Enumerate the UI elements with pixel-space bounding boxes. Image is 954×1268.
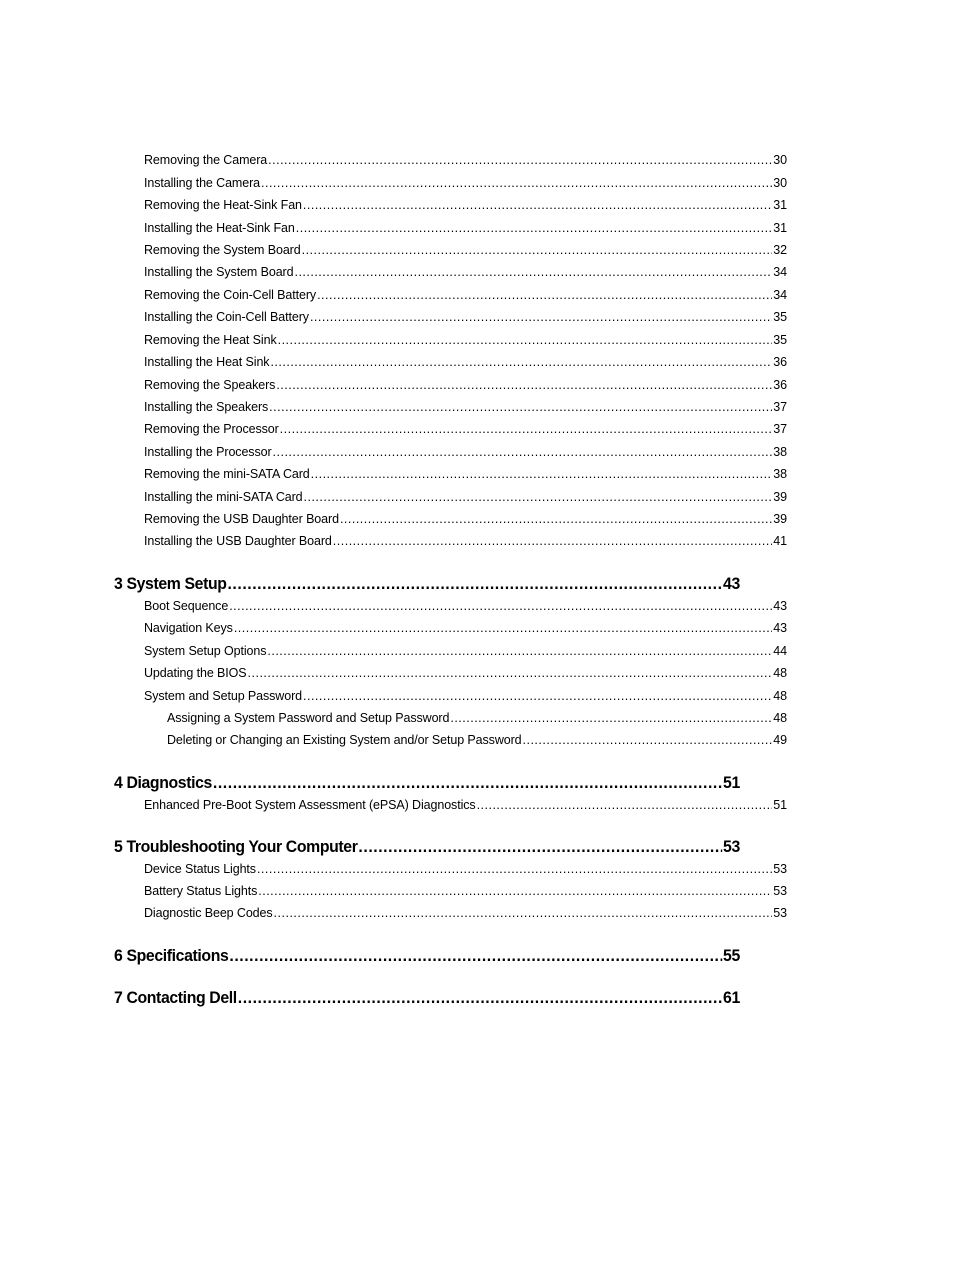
toc-entry xyxy=(144,309,787,325)
toc-dot-leader xyxy=(302,242,773,258)
toc-page-number: 30 xyxy=(773,153,787,167)
toc-entry xyxy=(144,797,787,813)
toc-page-number: 39 xyxy=(773,512,787,526)
toc-entry-title: 3 System Setup xyxy=(114,574,227,593)
toc-entry-title: Boot Sequence xyxy=(144,599,229,613)
toc-dot-leader xyxy=(340,511,772,527)
toc-dot-leader xyxy=(258,883,772,899)
toc-page-number: 43 xyxy=(773,599,787,613)
toc-dot-leader xyxy=(310,309,772,325)
toc-entry xyxy=(144,377,787,393)
toc-page-number: 48 xyxy=(773,689,787,703)
toc-dot-leader xyxy=(269,399,772,415)
toc-entry xyxy=(144,197,787,213)
toc-chapter-entry xyxy=(114,987,740,1009)
toc-page-number: 36 xyxy=(773,355,787,369)
toc-entry xyxy=(144,332,787,348)
toc-entry xyxy=(144,175,787,191)
toc-page-number: 34 xyxy=(773,288,787,302)
toc-entry xyxy=(144,466,787,482)
toc-entry xyxy=(144,861,787,877)
toc-entry xyxy=(144,665,787,681)
toc-page-number: 34 xyxy=(773,265,787,279)
toc-entry-title: Diagnostic Beep Codes xyxy=(144,906,273,920)
toc-entry xyxy=(144,489,787,505)
toc-dot-leader xyxy=(238,987,722,1009)
toc-entry-title: 4 Diagnostics xyxy=(114,773,212,792)
toc-entry xyxy=(144,354,787,370)
toc-page-number: 41 xyxy=(773,534,787,548)
toc-entry-title: Battery Status Lights xyxy=(144,884,258,898)
toc-entry-title: Removing the Coin-Cell Battery xyxy=(144,288,317,302)
toc-entry-title: Installing the Heat Sink xyxy=(144,355,270,369)
toc-page-number: 43 xyxy=(773,621,787,635)
toc-dot-leader xyxy=(227,573,722,595)
toc-entry xyxy=(167,710,787,726)
toc-dot-leader xyxy=(229,598,772,614)
toc-entry-title: Removing the USB Daughter Board xyxy=(144,512,339,526)
toc-dot-leader xyxy=(248,665,773,681)
toc-entry-title: Removing the Camera xyxy=(144,153,268,167)
toc-page-number: 55 xyxy=(723,946,740,965)
toc-dot-leader xyxy=(257,861,772,877)
toc-page-number: 36 xyxy=(773,378,787,392)
toc-page-number: 53 xyxy=(773,862,787,876)
toc-entry xyxy=(144,511,787,527)
toc-entry xyxy=(144,287,787,303)
toc-page-number: 39 xyxy=(773,490,787,504)
toc-entry xyxy=(144,620,787,636)
toc-entry-title: Navigation Keys xyxy=(144,621,233,635)
toc-entry xyxy=(144,264,787,280)
toc-page-number: 44 xyxy=(773,644,787,658)
toc-dot-leader xyxy=(523,732,773,748)
toc-entry-title: Installing the Camera xyxy=(144,176,261,190)
toc-page-number: 37 xyxy=(773,422,787,436)
toc-entry-title: System and Setup Password xyxy=(144,689,302,703)
toc-entry-title: Updating the BIOS xyxy=(144,666,247,680)
toc-dot-leader xyxy=(303,688,772,704)
toc-page-number: 30 xyxy=(773,176,787,190)
toc-entry-title: Installing the mini-SATA Card xyxy=(144,490,303,504)
toc-dot-leader xyxy=(294,264,772,280)
toc-entry-title: Installing the Coin-Cell Battery xyxy=(144,310,309,324)
toc-chapter-entry xyxy=(114,836,740,858)
toc-dot-leader xyxy=(234,620,772,636)
toc-dot-leader xyxy=(280,421,773,437)
toc-dot-leader xyxy=(229,945,722,967)
toc-dot-leader xyxy=(276,377,772,393)
toc-entry-title: Installing the Speakers xyxy=(144,400,269,414)
toc-page-number: 32 xyxy=(773,243,787,257)
toc-page-number: 31 xyxy=(773,221,787,235)
toc-dot-leader xyxy=(317,287,772,303)
toc-page-number: 53 xyxy=(773,884,787,898)
toc-dot-leader xyxy=(311,466,773,482)
toc-entry xyxy=(144,883,787,899)
toc-dot-leader xyxy=(304,489,773,505)
toc-page-number: 35 xyxy=(773,310,787,324)
toc-entry xyxy=(144,533,787,549)
toc-page-number: 38 xyxy=(773,467,787,481)
toc-entry-title: Installing the System Board xyxy=(144,265,294,279)
toc-dot-leader xyxy=(296,220,773,236)
toc-entry xyxy=(144,242,787,258)
toc-dot-leader xyxy=(274,905,773,921)
toc-page-number: 37 xyxy=(773,400,787,414)
toc-entry-title: 7 Contacting Dell xyxy=(114,988,237,1007)
toc-chapter-entry xyxy=(114,945,740,967)
toc-entry-title: Assigning a System Password and Setup Password xyxy=(167,711,450,725)
toc-entry-title: Device Status Lights xyxy=(144,862,256,876)
toc-entry-title: Removing the Speakers xyxy=(144,378,276,392)
toc-page-number: 43 xyxy=(723,574,740,593)
toc-dot-leader xyxy=(267,643,772,659)
toc-page-number: 35 xyxy=(773,333,787,347)
toc-entry xyxy=(144,598,787,614)
toc-entry xyxy=(144,905,787,921)
toc-entry xyxy=(167,732,787,748)
toc-entry-title: Removing the Heat-Sink Fan xyxy=(144,198,302,212)
toc-dot-leader xyxy=(358,836,722,858)
toc-page-number: 51 xyxy=(723,773,740,792)
toc-entry-title: 6 Specifications xyxy=(114,946,229,965)
toc-dot-leader xyxy=(261,175,772,191)
toc-page-number: 53 xyxy=(723,837,740,856)
toc-entry-title: Removing the System Board xyxy=(144,243,301,257)
toc-dot-leader xyxy=(268,152,772,168)
toc-dot-leader xyxy=(303,197,772,213)
toc-entry xyxy=(144,399,787,415)
toc-chapter-entry xyxy=(114,573,740,595)
toc-entry xyxy=(144,220,787,236)
toc-page-number: 53 xyxy=(773,906,787,920)
toc-entry xyxy=(144,643,787,659)
toc-entry xyxy=(144,421,787,437)
toc-dot-leader xyxy=(477,797,773,813)
toc-page-number: 48 xyxy=(773,666,787,680)
toc-page-number: 51 xyxy=(773,798,787,812)
toc-dot-leader xyxy=(450,710,772,726)
toc-page-number: 61 xyxy=(723,988,740,1007)
toc-entry-title: Installing the USB Daughter Board xyxy=(144,534,332,548)
toc-entry-title: Enhanced Pre-Boot System Assessment (ePSA) Diagnostics xyxy=(144,798,476,812)
toc-dot-leader xyxy=(273,444,773,460)
toc-entry-title: Deleting or Changing an Existing System and/or Setup Password xyxy=(167,733,522,747)
toc-dot-leader xyxy=(333,533,772,549)
toc-page-number: 31 xyxy=(773,198,787,212)
toc-entry xyxy=(144,444,787,460)
toc-page-number: 49 xyxy=(773,733,787,747)
toc-chapter-entry xyxy=(114,772,740,794)
toc-entry-title: 5 Troubleshooting Your Computer xyxy=(114,837,358,856)
toc-entry-title: Installing the Heat-Sink Fan xyxy=(144,221,295,235)
toc-entry-title: Removing the Processor xyxy=(144,422,279,436)
toc-page-number: 48 xyxy=(773,711,787,725)
toc-entry-title: Removing the mini-SATA Card xyxy=(144,467,310,481)
toc-entry xyxy=(144,688,787,704)
toc-entry-title: Removing the Heat Sink xyxy=(144,333,277,347)
toc-dot-leader xyxy=(278,332,773,348)
toc-dot-leader xyxy=(270,354,772,370)
toc-entry-title: System Setup Options xyxy=(144,644,267,658)
toc-entry xyxy=(144,152,787,168)
toc-entry-title: Installing the Processor xyxy=(144,445,272,459)
toc-page-number: 38 xyxy=(773,445,787,459)
toc-dot-leader xyxy=(213,772,722,794)
